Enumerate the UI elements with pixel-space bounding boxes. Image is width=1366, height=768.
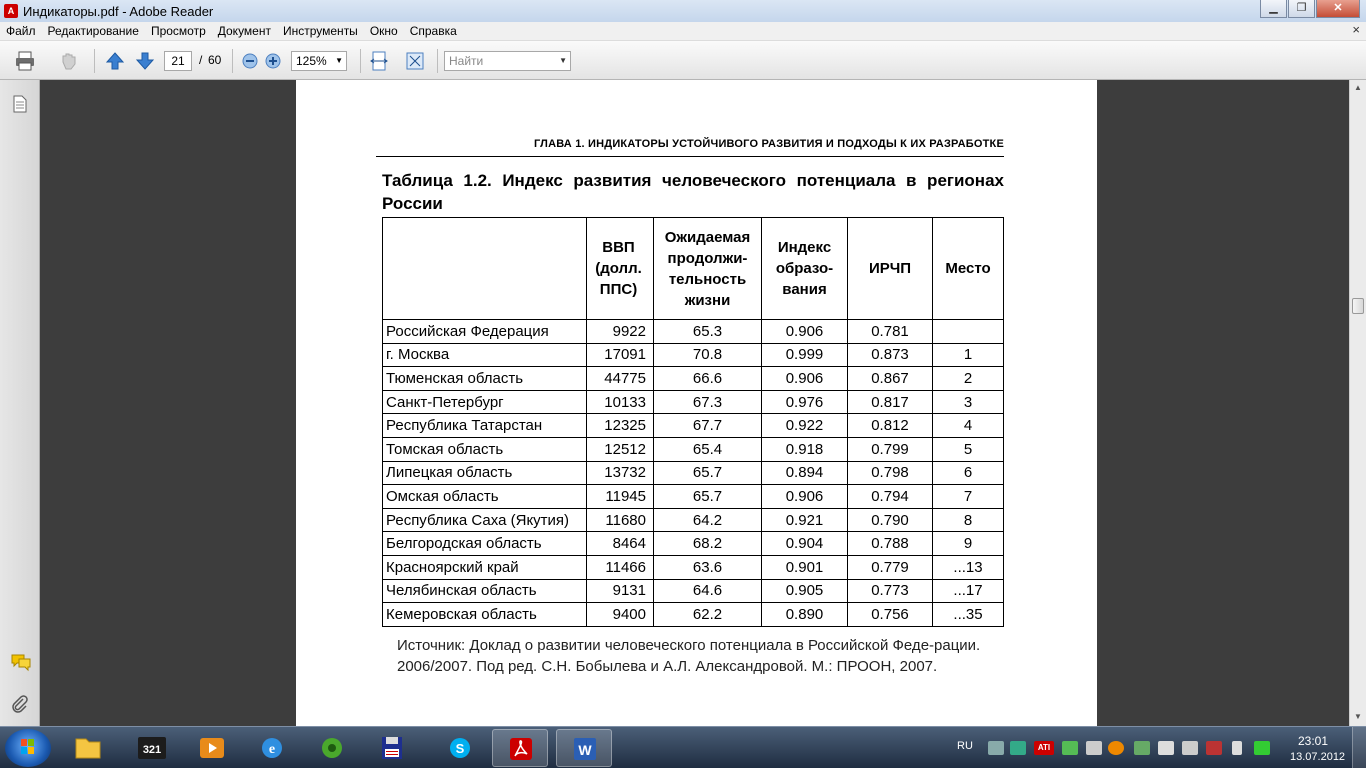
cell-life: 67.7 bbox=[654, 414, 762, 438]
total-pages: 60 bbox=[208, 53, 222, 67]
page-separator: / bbox=[199, 53, 203, 67]
page-number-input[interactable]: 21 bbox=[164, 51, 192, 71]
next-page-button[interactable] bbox=[134, 50, 156, 72]
menu-window[interactable]: Окно bbox=[369, 24, 398, 38]
toolbar-separator bbox=[437, 49, 438, 73]
svg-text:e: e bbox=[268, 742, 276, 757]
cell-edu: 0.921 bbox=[762, 508, 848, 532]
adobe-reader-icon bbox=[493, 730, 549, 768]
tray-device-icon[interactable] bbox=[1086, 741, 1102, 755]
search-input[interactable] bbox=[444, 51, 571, 71]
table-row bbox=[383, 390, 1004, 414]
table-row bbox=[383, 437, 1004, 461]
table-source-note: Источник: Доклад о развитии человеческого потенциала в Российской Феде-рации. 2006/2007. Под ред. С.Н. Бобылева и А.Л. Александровой. М.: ПРООН, 2007. bbox=[397, 637, 981, 675]
cell-gdp: 11945 bbox=[587, 485, 654, 509]
cell-rank: 8 bbox=[933, 508, 1004, 532]
document-close-icon[interactable]: × bbox=[1352, 22, 1360, 37]
cell-life: 65.7 bbox=[654, 485, 762, 509]
menu-tools[interactable]: Инструменты bbox=[282, 24, 358, 38]
cell-hdi: 0.798 bbox=[848, 461, 933, 485]
window-title: Индикаторы.pdf - Adobe Reader bbox=[23, 3, 214, 19]
hand-icon bbox=[58, 50, 80, 72]
tray-monitor-icon[interactable] bbox=[1010, 741, 1026, 755]
chevron-down-icon: ▼ bbox=[335, 56, 343, 65]
tray-network-app-icon[interactable] bbox=[988, 741, 1004, 755]
fit-width-icon bbox=[368, 50, 390, 72]
show-desktop-button[interactable] bbox=[1352, 727, 1366, 768]
cell-gdp: 13732 bbox=[587, 461, 654, 485]
taskbar-antivirus[interactable] bbox=[304, 729, 360, 767]
battery-icon[interactable] bbox=[1232, 741, 1242, 755]
header-rule bbox=[376, 156, 1004, 157]
navigation-pane bbox=[0, 80, 40, 726]
cell-rank: 2 bbox=[933, 367, 1004, 391]
cell-rank: 5 bbox=[933, 437, 1004, 461]
cell-rank: ...35 bbox=[933, 603, 1004, 627]
table-row bbox=[383, 320, 1004, 344]
tray-app-icon[interactable] bbox=[1254, 741, 1270, 755]
pages-icon[interactable] bbox=[10, 94, 30, 114]
media-player-icon bbox=[184, 729, 240, 767]
toolbar-separator bbox=[360, 49, 361, 73]
cell-gdp: 12325 bbox=[587, 414, 654, 438]
window-controls bbox=[1260, 0, 1360, 18]
scroll-thumb[interactable] bbox=[1352, 298, 1364, 314]
cell-rank: 1 bbox=[933, 343, 1004, 367]
table-row bbox=[383, 532, 1004, 556]
menu-file[interactable]: Файл bbox=[6, 24, 36, 38]
cell-life: 67.3 bbox=[654, 390, 762, 414]
cell-region: Липецкая область bbox=[383, 461, 587, 485]
cell-hdi: 0.781 bbox=[848, 320, 933, 344]
menu-edit[interactable]: Редактирование bbox=[47, 24, 139, 38]
fit-page-button[interactable] bbox=[404, 50, 426, 72]
language-indicator[interactable]: RU bbox=[957, 740, 973, 752]
cell-rank: ...13 bbox=[933, 555, 1004, 579]
adobe-reader-icon: A bbox=[4, 4, 18, 18]
cell-region: Кемеровская область bbox=[383, 603, 587, 627]
cell-hdi: 0.756 bbox=[848, 603, 933, 627]
menu-bar bbox=[0, 22, 1366, 41]
cell-rank: 7 bbox=[933, 485, 1004, 509]
arrow-up-icon bbox=[104, 50, 126, 72]
comments-icon[interactable] bbox=[10, 652, 30, 672]
cell-life: 66.6 bbox=[654, 367, 762, 391]
cell-life: 68.2 bbox=[654, 532, 762, 556]
fit-width-button[interactable] bbox=[368, 50, 390, 72]
chevron-down-icon: ▼ bbox=[559, 56, 567, 65]
scroll-up-icon[interactable]: ▲ bbox=[1354, 83, 1362, 92]
cell-hdi: 0.788 bbox=[848, 532, 933, 556]
search-placeholder: Найти bbox=[449, 54, 484, 68]
toolbar-separator bbox=[232, 49, 233, 73]
cell-edu: 0.905 bbox=[762, 579, 848, 603]
cell-life: 64.6 bbox=[654, 579, 762, 603]
column-header-region bbox=[383, 218, 587, 320]
cell-hdi: 0.867 bbox=[848, 367, 933, 391]
cell-region: г. Москва bbox=[383, 343, 587, 367]
previous-page-button[interactable] bbox=[104, 50, 126, 72]
word-icon bbox=[557, 730, 613, 768]
taskbar-floppy-app[interactable] bbox=[364, 729, 420, 767]
cell-life: 70.8 bbox=[654, 343, 762, 367]
zoom-value: 125% bbox=[296, 54, 327, 68]
table-title: Таблица 1.2. Индекс развития человеческого потенциала в регионах России bbox=[382, 171, 1004, 213]
cell-edu: 0.906 bbox=[762, 485, 848, 509]
cell-rank bbox=[933, 320, 1004, 344]
start-button[interactable] bbox=[5, 729, 51, 767]
cell-hdi: 0.773 bbox=[848, 579, 933, 603]
table-row bbox=[383, 508, 1004, 532]
printer-icon bbox=[14, 50, 36, 72]
menu-document[interactable]: Документ bbox=[217, 24, 271, 38]
taskbar-explorer[interactable] bbox=[60, 729, 116, 767]
cell-edu: 0.976 bbox=[762, 390, 848, 414]
toolbar bbox=[0, 41, 1366, 80]
clock-date[interactable]: 13.07.2012 bbox=[1290, 751, 1346, 763]
fit-page-icon bbox=[404, 50, 426, 72]
vertical-scrollbar[interactable] bbox=[1349, 80, 1366, 726]
taskbar bbox=[0, 726, 1366, 768]
table-row bbox=[383, 555, 1004, 579]
table-row bbox=[383, 461, 1004, 485]
cell-edu: 0.894 bbox=[762, 461, 848, 485]
taskbar-word[interactable] bbox=[556, 729, 612, 767]
cell-gdp: 11466 bbox=[587, 555, 654, 579]
table-body bbox=[383, 320, 1004, 627]
cell-gdp: 9131 bbox=[587, 579, 654, 603]
cell-edu: 0.922 bbox=[762, 414, 848, 438]
zoom-out-icon bbox=[239, 50, 261, 72]
cell-hdi: 0.799 bbox=[848, 437, 933, 461]
tray-antivirus-icon[interactable] bbox=[1134, 741, 1150, 755]
pdf-page bbox=[296, 80, 1097, 726]
zoom-in-icon bbox=[262, 50, 284, 72]
svg-text:S: S bbox=[455, 741, 465, 756]
taskbar-internet-explorer[interactable] bbox=[244, 729, 300, 767]
cell-gdp: 8464 bbox=[587, 532, 654, 556]
minimize-button[interactable]: ▁ bbox=[1260, 0, 1287, 18]
zoom-in-button[interactable] bbox=[262, 50, 284, 72]
cell-life: 63.6 bbox=[654, 555, 762, 579]
zoom-out-button[interactable] bbox=[239, 50, 261, 72]
cell-life: 62.2 bbox=[654, 603, 762, 627]
cell-region: Республика Татарстан bbox=[383, 414, 587, 438]
column-header-gdp: ВВП (долл. ППС) bbox=[587, 218, 654, 320]
taskbar-skype[interactable] bbox=[432, 729, 488, 767]
cell-gdp: 11680 bbox=[587, 508, 654, 532]
cell-life: 64.2 bbox=[654, 508, 762, 532]
media-player-classic-icon bbox=[124, 729, 180, 767]
close-button[interactable]: ✕ bbox=[1316, 0, 1360, 18]
cell-region: Омская область bbox=[383, 485, 587, 509]
cell-region: Республика Саха (Якутия) bbox=[383, 508, 587, 532]
column-header-education-index: Индекс образо-вания bbox=[762, 218, 848, 320]
cell-region: Белгородская область bbox=[383, 532, 587, 556]
svg-text:321: 321 bbox=[142, 744, 162, 756]
cell-region: Томская область bbox=[383, 437, 587, 461]
speaker-icon[interactable] bbox=[1182, 741, 1198, 755]
cell-region: Красноярский край bbox=[383, 555, 587, 579]
cell-edu: 0.999 bbox=[762, 343, 848, 367]
table-row bbox=[383, 367, 1004, 391]
menu-help[interactable]: Справка bbox=[409, 24, 457, 38]
column-header-rank: Место bbox=[933, 218, 1004, 320]
cell-rank: ...17 bbox=[933, 579, 1004, 603]
hdi-table bbox=[382, 217, 1004, 627]
folder-icon bbox=[60, 729, 116, 767]
cell-edu: 0.890 bbox=[762, 603, 848, 627]
cell-region: Челябинская область bbox=[383, 579, 587, 603]
tray-security-icon[interactable] bbox=[1062, 741, 1078, 755]
cell-region: Тюменская область bbox=[383, 367, 587, 391]
table-row bbox=[383, 343, 1004, 367]
zoom-select[interactable] bbox=[291, 51, 347, 71]
table-row bbox=[383, 603, 1004, 627]
cell-rank: 4 bbox=[933, 414, 1004, 438]
cell-hdi: 0.873 bbox=[848, 343, 933, 367]
cell-edu: 0.906 bbox=[762, 367, 848, 391]
cell-gdp: 9922 bbox=[587, 320, 654, 344]
tray-network-icon[interactable] bbox=[1206, 741, 1222, 755]
column-header-life-expectancy: Ожидаемая продолжи-тельность жизни bbox=[654, 218, 762, 320]
menu-view[interactable]: Просмотр bbox=[150, 24, 206, 38]
windows-logo-icon bbox=[5, 729, 51, 767]
print-button[interactable] bbox=[14, 50, 36, 72]
cell-hdi: 0.790 bbox=[848, 508, 933, 532]
tray-flag-icon[interactable] bbox=[1158, 741, 1174, 755]
cell-rank: 9 bbox=[933, 532, 1004, 556]
column-header-hdi: ИРЧП bbox=[848, 218, 933, 320]
attachments-icon[interactable] bbox=[10, 694, 30, 714]
cell-life: 65.4 bbox=[654, 437, 762, 461]
internet-explorer-icon bbox=[244, 729, 300, 767]
cell-gdp: 17091 bbox=[587, 343, 654, 367]
cell-hdi: 0.817 bbox=[848, 390, 933, 414]
cell-edu: 0.901 bbox=[762, 555, 848, 579]
taskbar-adobe-reader[interactable] bbox=[492, 729, 548, 767]
cell-edu: 0.904 bbox=[762, 532, 848, 556]
cell-life: 65.3 bbox=[654, 320, 762, 344]
cell-hdi: 0.779 bbox=[848, 555, 933, 579]
scroll-down-icon[interactable]: ▼ bbox=[1354, 712, 1362, 721]
cell-hdi: 0.794 bbox=[848, 485, 933, 509]
cell-gdp: 12512 bbox=[587, 437, 654, 461]
cell-region: Российская Федерация bbox=[383, 320, 587, 344]
tray-update-icon[interactable] bbox=[1108, 741, 1124, 755]
cell-gdp: 44775 bbox=[587, 367, 654, 391]
cell-rank: 3 bbox=[933, 390, 1004, 414]
floppy-disk-icon bbox=[364, 729, 420, 767]
table-row bbox=[383, 485, 1004, 509]
title-bar bbox=[0, 0, 1366, 22]
running-header: ГЛАВА 1. ИНДИКАТОРЫ УСТОЙЧИВОГО РАЗВИТИЯ И ПОДХОДЫ К ИХ РАЗРАБОТКЕ bbox=[533, 138, 1004, 150]
toolbar-separator bbox=[94, 49, 95, 73]
spider-icon bbox=[304, 729, 360, 767]
taskbar-media-player-classic[interactable] bbox=[124, 729, 180, 767]
cell-life: 65.7 bbox=[654, 461, 762, 485]
comment-tool-button[interactable] bbox=[58, 50, 80, 72]
cell-hdi: 0.812 bbox=[848, 414, 933, 438]
cell-edu: 0.918 bbox=[762, 437, 848, 461]
cell-edu: 0.906 bbox=[762, 320, 848, 344]
skype-icon bbox=[432, 729, 488, 767]
arrow-down-icon bbox=[134, 50, 156, 72]
cell-rank: 6 bbox=[933, 461, 1004, 485]
svg-text:W: W bbox=[578, 742, 592, 758]
table-row bbox=[383, 414, 1004, 438]
taskbar-media-player[interactable] bbox=[184, 729, 240, 767]
tray-ati-icon[interactable]: ATI bbox=[1034, 741, 1054, 755]
cell-region: Санкт-Петербург bbox=[383, 390, 587, 414]
table-header-row bbox=[383, 218, 1004, 320]
cell-gdp: 9400 bbox=[587, 603, 654, 627]
table-row bbox=[383, 579, 1004, 603]
restore-button[interactable]: ❐ bbox=[1288, 0, 1315, 18]
clock-time[interactable]: 23:01 bbox=[1298, 734, 1329, 748]
cell-gdp: 10133 bbox=[587, 390, 654, 414]
